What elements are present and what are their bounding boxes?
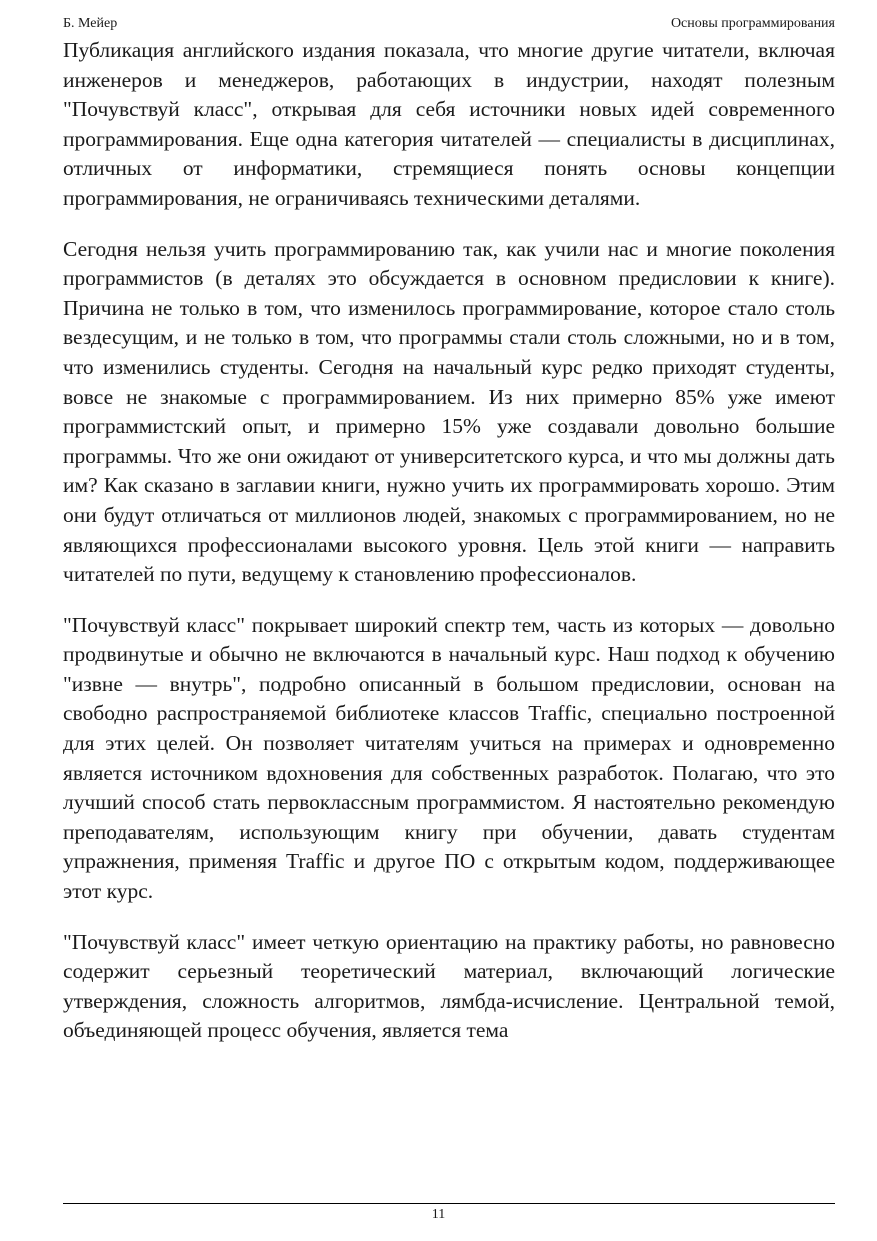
paragraph: "Почувствуй класс" покрывает широкий спектр тем, часть из которых — довольно продвинутые и обычно не включаются в начальный курс. Наш подход к обучению "извне — внутрь", подробно описанный в большом предисловии, основан на свободно распространяемой библиотеке классов Traffic, специально построенной для этих целей. Он позволяет читателям учиться на примерах и одновременно является источником вдохновения для собственных разработок. Полагаю, что это лучший способ стать первоклассным программистом. Я настоятельно рекомендую преподавателям, использующим книгу при обучении, давать студентам упражнения, применяя Traffic и другое ПО с открытым кодом, поддерживающее этот курс. <box>63 612 835 904</box>
paragraph: Публикация английского издания показала, что многие другие читатели, включая инженеров и менеджеров, работающих в индустрии, находят полезным "Почувствуй класс", открывая для себя источники новых идей современного программирования. Еще одна категория читателей — специалисты в дисциплинах, отличных от информатики, стремящиеся понять основы концепции программирования, не ограничиваясь техническими деталями. <box>63 38 835 210</box>
footer-divider <box>63 1203 835 1204</box>
running-header <box>63 14 835 34</box>
header-title: Основы программирования <box>670 16 835 31</box>
header-author: Б. Мейер <box>63 16 118 31</box>
paragraph: "Почувствуй класс" имеет четкую ориентацию на практику работы, но равновесно содержит серьезный теоретический материал, включающий логические утверждения, сложность алгоритмов, лямбда-исчисление. Центральной темой, объединяющей процесс обучения, является тема <box>63 929 835 1043</box>
paragraph: Сегодня нельзя учить программированию так, как учили нас и многие поколения программистов (в деталях это обсуждается в основном предисловии к книге). Причина не только в том, что изменилось программирование, которое стало столь вездесущим, и не только в том, что программы стали столь сложными, но и в том, что изменились студенты. Сегодня на начальный курс редко приходят студенты, вовсе не знакомые с программированием. Из них примерно 85% уже имеют программистский опыт, и примерно 15% уже создавали довольно большие программы. Что же они ожидают от университетского курса, и что мы должны дать им? Как сказано в заглавии книги, нужно учить их программировать хорошо. Этим они будут отличаться от миллионов людей, знакомых с программированием, но не являющихся профессионалами высокого уровня. Цель этой книги — направить читателей по пути, ведущему к становлению профессионалов. <box>63 236 835 587</box>
body-text <box>63 36 835 1067</box>
page-number: 11 <box>431 1207 446 1222</box>
